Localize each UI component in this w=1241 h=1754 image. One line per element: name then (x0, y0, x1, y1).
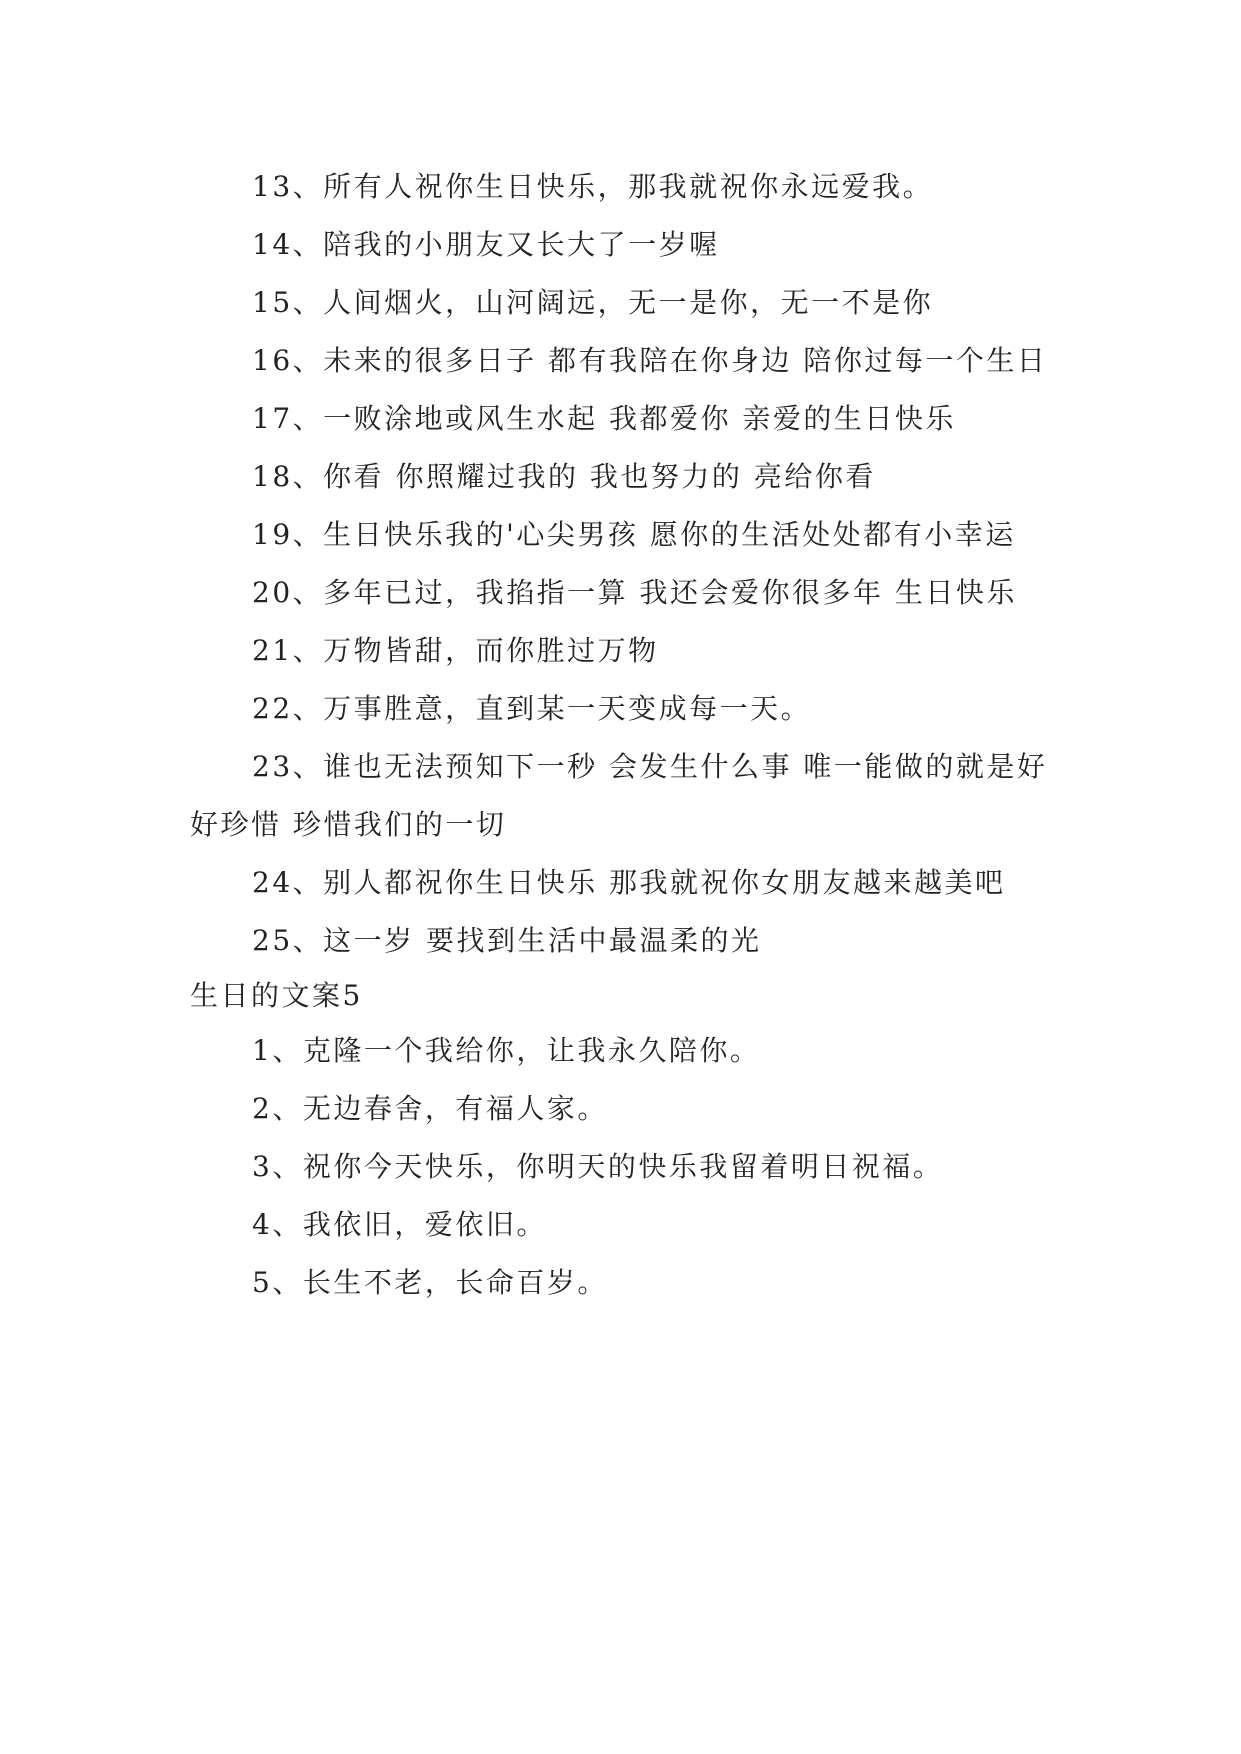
document-body (190, 158, 1048, 1312)
list-item: 13、所有人祝你生日快乐，那我就祝你永远爱我。 (252, 170, 934, 203)
list-item: 14、陪我的小朋友又长大了一岁喔 (252, 228, 720, 261)
list-item: 25、这一岁 要找到生活中最温柔的光 (252, 924, 762, 957)
list-item: 23、谁也无法预知下一秒 会发生什么事 唯一能做的就是好好珍惜 珍惜我们的一切 (190, 750, 1048, 841)
list-item: 17、一败涂地或风生水起 我都爱你 亲爱的生日快乐 (252, 402, 956, 435)
list-item: 24、别人都祝你生日快乐 那我就祝你女朋友越来越美吧 (252, 866, 1006, 899)
list-item: 4、我依旧，爱依旧。 (252, 1208, 547, 1241)
list-item: 1、克隆一个我给你，让我永久陪你。 (252, 1034, 761, 1067)
list-item: 15、人间烟火，山河阔远，无一是你，无一不是你 (252, 286, 934, 319)
list-item: 21、万物皆甜，而你胜过万物 (252, 634, 659, 667)
section-heading: 生日的文案5 (190, 979, 363, 1012)
list-item: 3、祝你今天快乐，你明天的快乐我留着明日祝福。 (252, 1150, 944, 1183)
list-item: 2、无边春舍，有福人家。 (252, 1092, 608, 1125)
list-item: 18、你看 你照耀过我的 我也努力的 亮给你看 (252, 460, 876, 493)
list-item: 22、万事胜意，直到某一天变成每一天。 (252, 692, 812, 725)
list-item: 19、生日快乐我的'心尖男孩 愿你的生活处处都有小幸运 (252, 518, 1016, 551)
list-item: 20、多年已过，我掐指一算 我还会爱你很多年 生日快乐 (252, 576, 1017, 609)
list-item: 5、长生不老，长命百岁。 (252, 1266, 608, 1299)
list-item: 16、未来的很多日子 都有我陪在你身边 陪你过每一个生日 (252, 344, 1048, 377)
